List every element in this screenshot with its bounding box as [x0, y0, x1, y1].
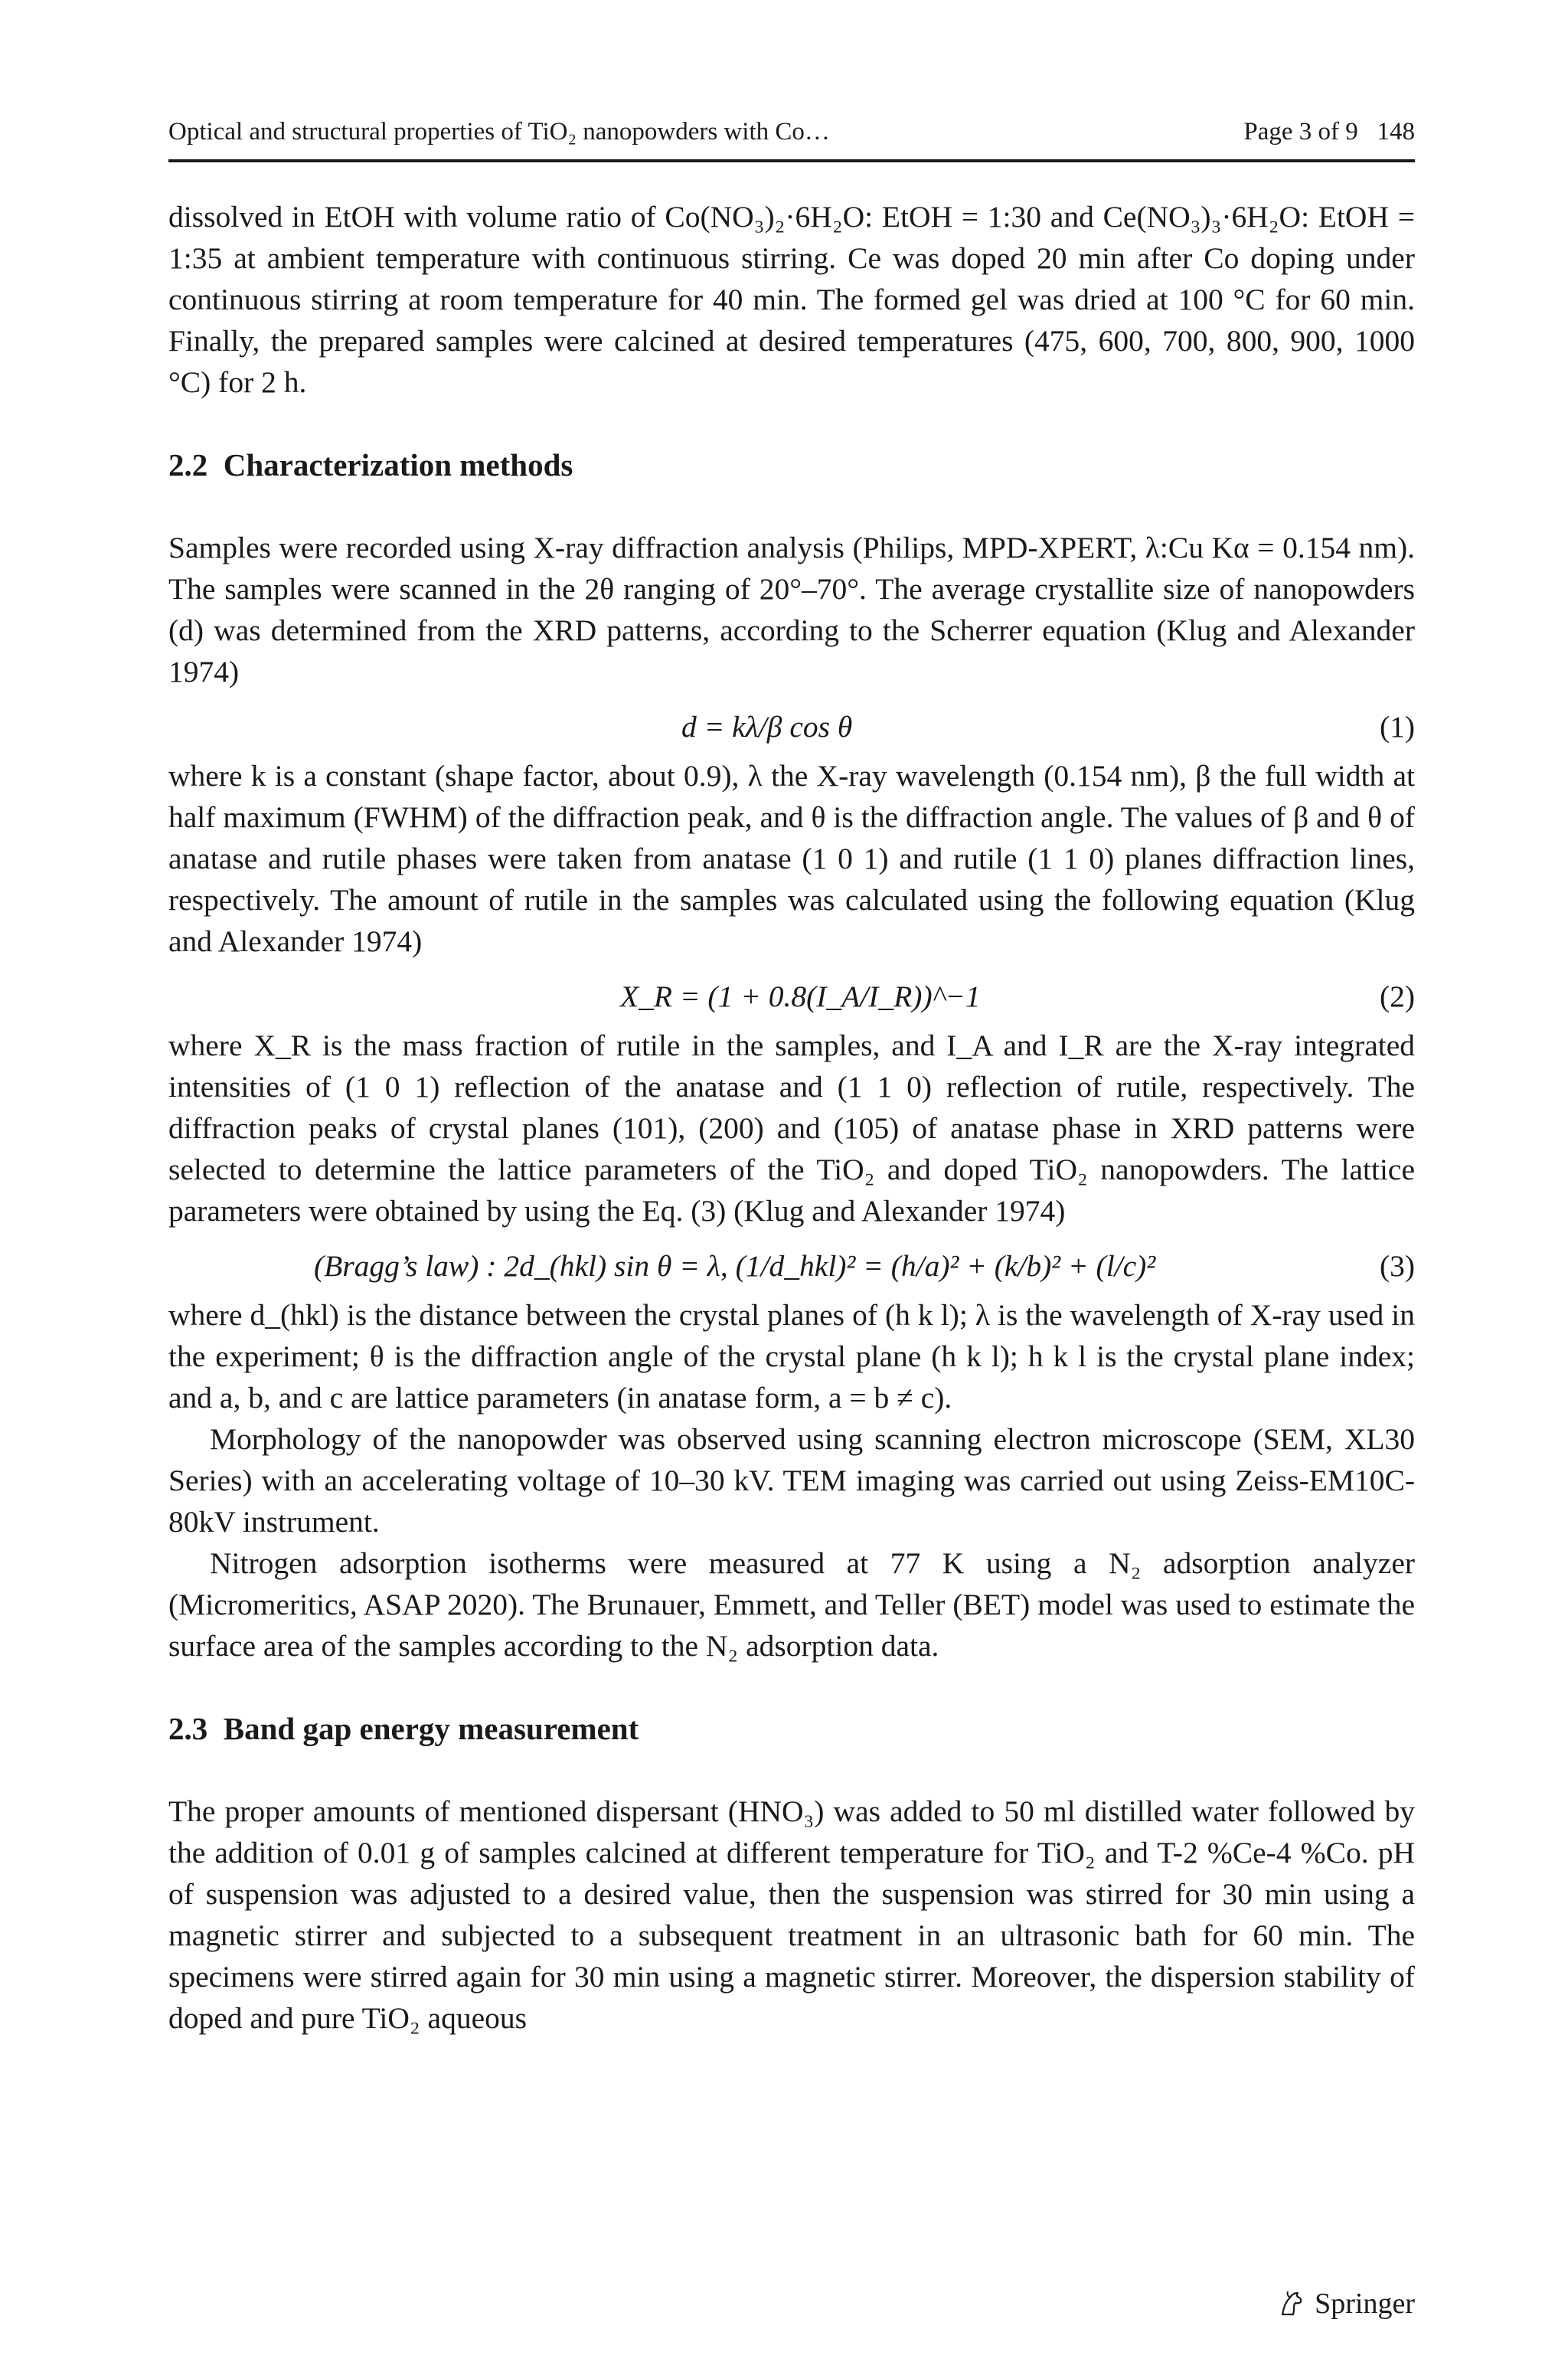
- paragraph-scherrer-explanation: where k is a constant (shape factor, about 0.9), λ the X-ray wavelength (0.154 nm), β the full width at half maximum (FWHM) of the diffraction peak, and θ is the diffraction angle. The values of β and θ of anatase and rutile phases were taken from anatase (1 0 1) and rutile (1 1 0) planes diffraction lines, respectively. The amount of rutile in the samples was calculated using the following equation (Klug and Alexander 1974): [168, 759, 1415, 958]
- article-body: [168, 196, 1415, 2039]
- paragraph-morphology: Morphology of the nanopowder was observed using scanning electron microscope (SEM, XL30 Series) with an accelerating voltage of 10–30 kV. TEM imaging was carried out using Zeiss-EM10C-80kV instrument.: [168, 1422, 1415, 1539]
- equation-1: [168, 706, 1415, 747]
- equation-3-expression: (Bragg’s law) : 2d_(hkl) sin θ = λ, (1/d_hkl)² = (h/a)² + (k/b)² + (l/c)²: [314, 1249, 1156, 1283]
- section-heading-band-gap: 2.3 Band gap energy measurement: [168, 1711, 639, 1746]
- running-header: [168, 115, 1415, 162]
- paragraph-bet: Nitrogen adsorption isotherms were measured at 77 K using a N₂ adsorption analyzer (Micromeritics, ASAP 2020). The Brunauer, Emmett, and Teller (BET) model was used to estimate the surface area of the samples according to the N₂ adsorption data.: [168, 1546, 1415, 1663]
- page-number: Page 3 of 9 148: [1243, 118, 1415, 146]
- springer-horse-icon: [1276, 2288, 1307, 2319]
- equation-2-expression: X_R = (1 + 0.8(I_A/I_R))^−1: [620, 980, 981, 1013]
- paragraph-lattice-parameters: where d_(hkl) is the distance between the crystal planes of (h k l); λ is the wavelength of X-ray used in the experiment; θ is the diffraction angle of the crystal plane (h k l); h k l is the crystal plane index; and a, b, and c are lattice parameters (in anatase form, a = b ≠ c).: [168, 1298, 1415, 1415]
- equation-3: [168, 1245, 1415, 1287]
- paragraph-band-gap: The proper amounts of mentioned dispersant (HNO₃) was added to 50 ml distilled water followed by the addition of 0.01 g of samples calcined at different temperature for TiO₂ and T-2 %Ce-4 %Co. pH of suspension was adjusted to a desired value, then the suspension was stirred for 30 min using a magnetic stirrer and subjected to a subsequent treatment in an ultrasonic bath for 60 min. The specimens were stirred again for 30 min using a magnetic stirrer. Moreover, the dispersion stability of doped and pure TiO₂ aqueous: [168, 1794, 1415, 2035]
- equation-1-number: (1): [1379, 710, 1415, 744]
- publisher-footer: [1276, 2287, 1415, 2321]
- equation-1-expression: d = kλ/β cos θ: [681, 710, 853, 744]
- paragraph-xrd: Samples were recorded using X-ray diffraction analysis (Philips, MPD-XPERT, λ:Cu Kα = 0.154 nm). The samples were scanned in the 2θ ranging of 20°–70°. The average crystallite size of nanopowders (d) was determined from the XRD patterns, according to the Scherrer equation (Klug and Alexander 1974): [168, 531, 1415, 689]
- equation-3-number: (3): [1379, 1249, 1415, 1283]
- publisher-name: Springer: [1315, 2288, 1415, 2320]
- equation-2-number: (2): [1379, 980, 1415, 1013]
- paragraph-rutile-fraction: where X_R is the mass fraction of rutile in the samples, and I_A and I_R are the X-ray integrated intensities of (1 0 1) reflection of the anatase and (1 1 0) reflection of rutile, respectively. The diffraction peaks of crystal planes (101), (200) and (105) of anatase phase in XRD patterns were selected to determine the lattice parameters of the TiO₂ and doped TiO₂ nanopowders. The lattice parameters were obtained by using the Eq. (3) (Klug and Alexander 1974): [168, 1029, 1415, 1228]
- equation-2: [168, 976, 1415, 1017]
- section-heading-characterization: 2.2 Characterization methods: [168, 447, 573, 482]
- paragraph-synthesis-end: dissolved in EtOH with volume ratio of Co(NO₃)₂·6H₂O: EtOH = 1:30 and Ce(NO₃)₃·6H₂O: EtOH = 1:35 at ambient temperature with continuous stirring. Ce was doped 20 min after Co doping under continuous stirring at room temperature for 40 min. The formed gel was dried at 100 °C for 60 min. Finally, the prepared samples were calcined at desired temperatures (475, 600, 700, 800, 900, 1000 °C) for 2 h.: [168, 200, 1415, 399]
- running-title: Optical and structural properties of TiO₂ nanopowders with Co…: [168, 118, 830, 146]
